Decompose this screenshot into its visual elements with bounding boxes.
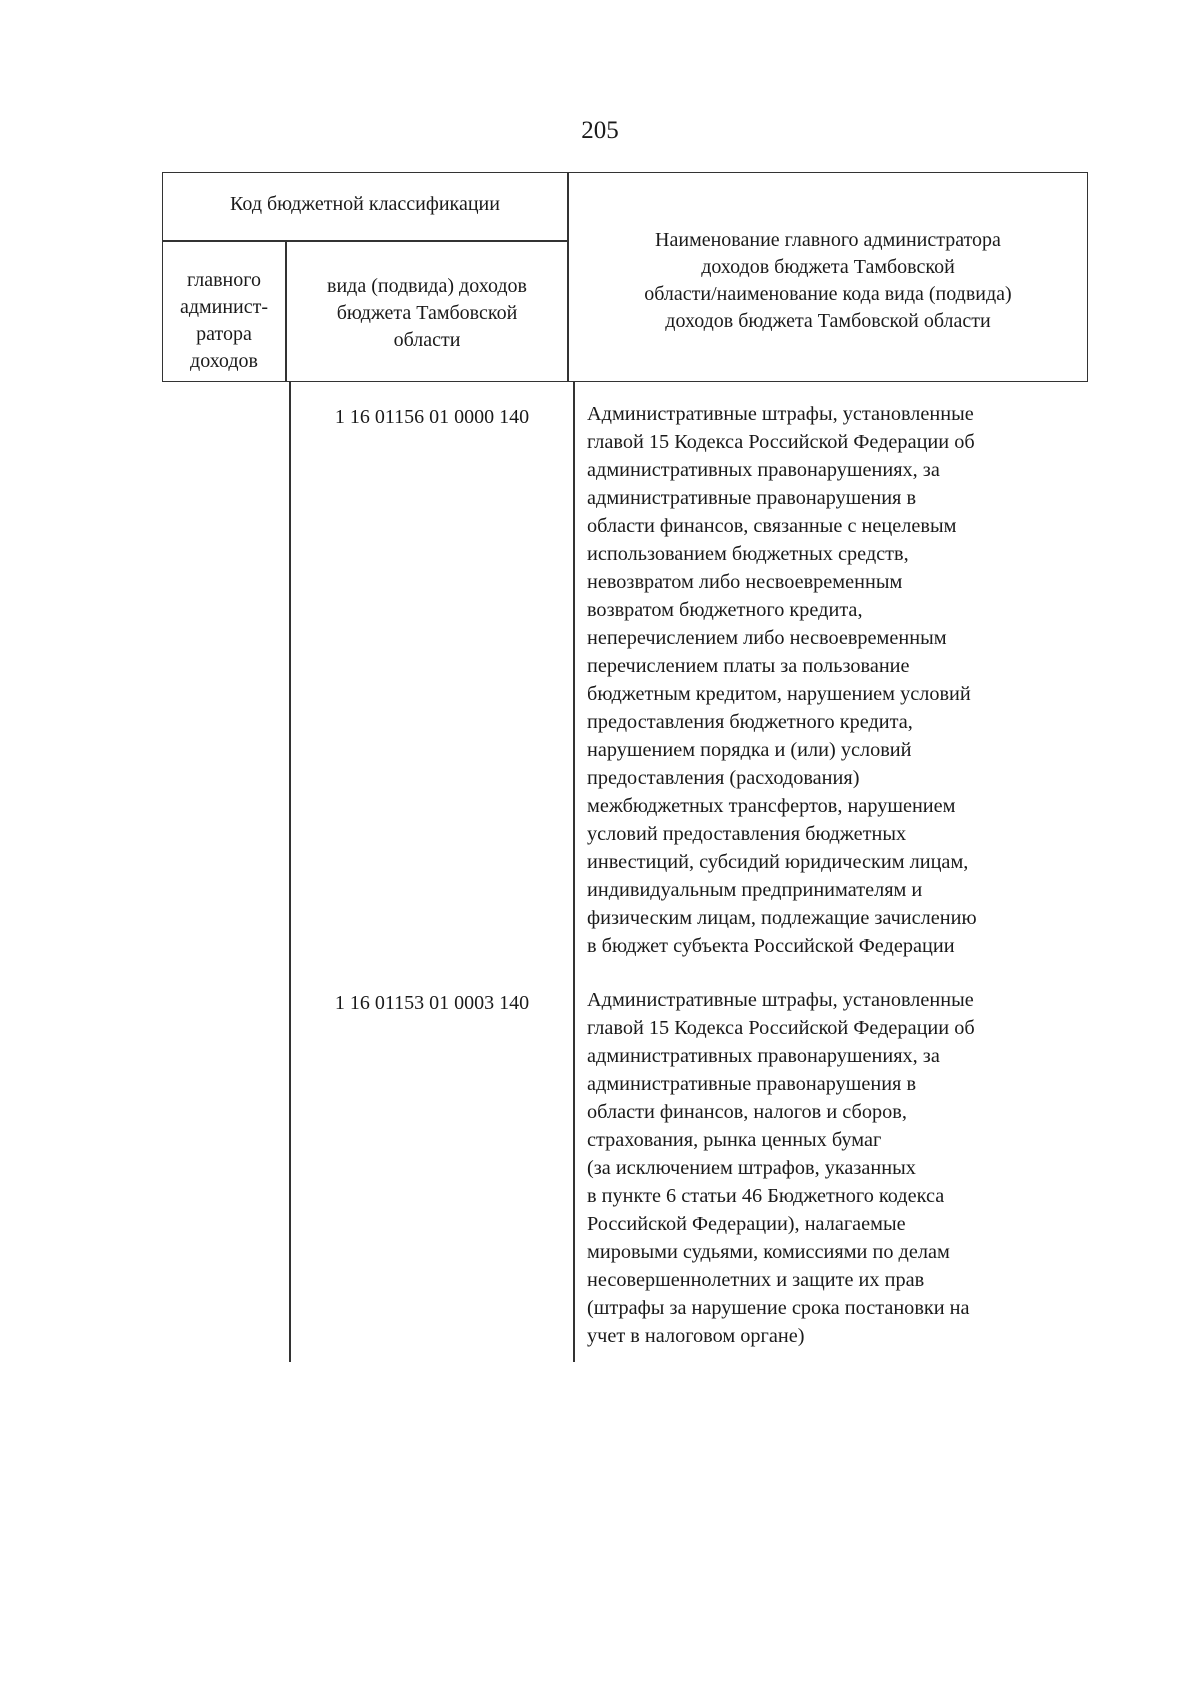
column-rule-left bbox=[289, 382, 291, 1362]
header-kind-column bbox=[287, 273, 567, 354]
description-line: физическим лицам, подлежащие зачислению bbox=[587, 907, 977, 929]
header-name-line: доходов бюджета Тамбовской области bbox=[665, 310, 991, 332]
description-line: условий предоставления бюджетных bbox=[587, 823, 907, 845]
description-line: в бюджет субъекта Российской Федерации bbox=[587, 935, 955, 957]
description-line: области финансов, налогов и сборов, bbox=[587, 1101, 907, 1123]
row-2-code: 1 16 01153 01 0003 140 bbox=[334, 992, 530, 1014]
table-header bbox=[162, 172, 1088, 382]
header-name-line: Наименование главного администратора bbox=[655, 229, 1001, 251]
description-line: главой 15 Кодекса Российской Федерации об bbox=[587, 431, 975, 453]
description-line: (штрафы за нарушение срока постановки на bbox=[587, 1297, 970, 1319]
description-line: перечислением платы за пользование bbox=[587, 655, 910, 677]
description-line: Административные штрафы, установленные bbox=[587, 989, 974, 1011]
description-line: предоставления бюджетного кредита, bbox=[587, 711, 913, 733]
description-line: (за исключением штрафов, указанных bbox=[587, 1157, 916, 1179]
header-admin-line: ратора bbox=[196, 323, 252, 345]
row-2-description bbox=[587, 986, 1067, 1350]
description-line: неперечислением либо несвоевременным bbox=[587, 627, 947, 649]
column-rule-right bbox=[573, 382, 575, 1362]
header-kind-line: области bbox=[393, 329, 461, 351]
header-name-line: доходов бюджета Тамбовской bbox=[701, 256, 955, 278]
description-line: предоставления (расходования) bbox=[587, 767, 860, 789]
row-1-code: 1 16 01156 01 0000 140 bbox=[334, 406, 530, 428]
description-line: в пункте 6 статьи 46 Бюджетного кодекса bbox=[587, 1185, 945, 1207]
description-line: инвестиций, субсидий юридическим лицам, bbox=[587, 851, 969, 873]
header-admin-line: доходов bbox=[190, 350, 258, 372]
description-line: межбюджетных трансфертов, нарушением bbox=[587, 795, 956, 817]
description-line: страхования, рынка ценных бумаг bbox=[587, 1129, 882, 1151]
header-admin-line: админист- bbox=[179, 296, 269, 318]
description-line: учет в налоговом органе) bbox=[587, 1325, 805, 1347]
description-line: использованием бюджетных средств, bbox=[587, 543, 909, 565]
description-line: индивидуальным предпринимателям и bbox=[587, 879, 923, 901]
description-line: главой 15 Кодекса Российской Федерации об bbox=[587, 1017, 975, 1039]
header-kind-line: вида (подвида) доходов bbox=[327, 275, 527, 297]
description-line: невозвратом либо несвоевременным bbox=[587, 571, 903, 593]
header-code-group: Код бюджетной классификации bbox=[230, 193, 500, 215]
description-line: административные правонарушения в bbox=[587, 487, 917, 509]
description-line: несовершеннолетних и защите их прав bbox=[587, 1269, 925, 1291]
header-kind-line: бюджета Тамбовской bbox=[336, 302, 518, 324]
description-line: возвратом бюджетного кредита, bbox=[587, 599, 863, 621]
header-name-column bbox=[569, 227, 1087, 335]
description-line: административных правонарушениях, за bbox=[587, 1045, 940, 1067]
description-line: бюджетным кредитом, нарушением условий bbox=[587, 683, 971, 705]
header-admin-column bbox=[163, 267, 285, 375]
row-1-description bbox=[587, 400, 1067, 960]
header-admin-line: главного bbox=[187, 269, 261, 291]
description-line: Административные штрафы, установленные bbox=[587, 403, 974, 425]
description-line: области финансов, связанные с нецелевым bbox=[587, 515, 957, 537]
header-name-line: области/наименование кода вида (подвида) bbox=[644, 283, 1012, 305]
description-line: административные правонарушения в bbox=[587, 1073, 917, 1095]
description-line: Российской Федерации), налагаемые bbox=[587, 1213, 906, 1235]
header-divider-sub bbox=[163, 240, 567, 242]
description-line: административных правонарушениях, за bbox=[587, 459, 940, 481]
description-line: нарушением порядка и (или) условий bbox=[587, 739, 912, 761]
page-number: 205 bbox=[581, 117, 619, 144]
description-line: мировыми судьями, комиссиями по делам bbox=[587, 1241, 950, 1263]
